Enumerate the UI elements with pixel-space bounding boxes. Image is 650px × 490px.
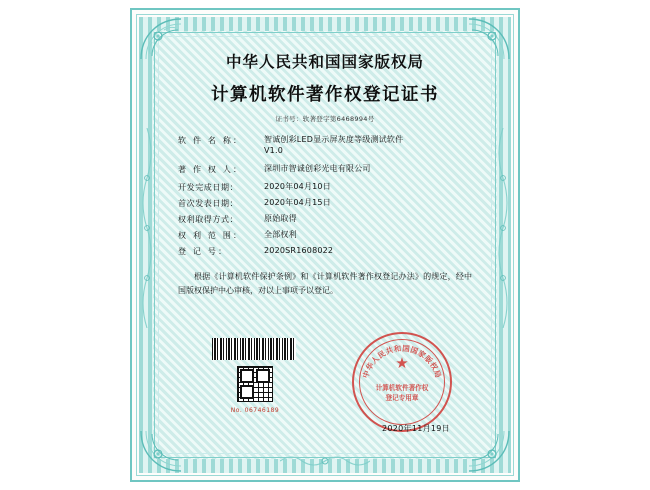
barcode-icon <box>212 338 296 360</box>
field-value: 2020年04月15日 <box>264 197 331 207</box>
field-label: 开发完成日期： <box>178 182 239 192</box>
seal-center-text <box>354 384 450 403</box>
lower-section <box>164 332 486 444</box>
star-icon: ★ <box>395 354 409 372</box>
field-row-development-date <box>178 182 478 193</box>
field-value <box>264 135 403 157</box>
field-list <box>164 135 486 257</box>
field-value: 2020年04月10日 <box>264 181 331 191</box>
seal-arc-label: 中华人民共和国国家版权局 <box>360 343 444 380</box>
issue-date: 2020年11月19日 <box>381 424 450 433</box>
field-row-first-publish-date <box>178 198 478 209</box>
seal-center-line1: 计算机软件著作权 <box>375 384 429 392</box>
field-row-rights-scope <box>178 230 478 241</box>
page-title: 计算机软件著作权登记证书 <box>211 85 439 105</box>
field-value: 2020SR1608022 <box>264 245 334 255</box>
certificate-content <box>164 42 486 448</box>
field-label: 权 利 范 围： <box>178 230 244 240</box>
serial-number: No. 06746189 <box>230 407 280 414</box>
field-value: 原始取得 <box>264 213 297 223</box>
issuer-title: 中华人民共和国国家版权局 <box>225 52 424 71</box>
field-label: 软 件 名 称： <box>178 136 244 145</box>
seal-center-line2: 登记专用章 <box>385 393 419 402</box>
official-seal <box>352 332 452 432</box>
legal-paragraph: 根据《计算机软件保护条例》和《计算机软件著作权登记办法》的规定，经中国版权保护中心审核，对以上事项予以登记。 <box>178 271 472 295</box>
qr-corner <box>240 385 254 399</box>
field-label: 登 记 号： <box>178 246 229 256</box>
field-value-line1: 智诚创彩LED显示屏灰度等级测试软件 <box>264 135 404 144</box>
certificate-document <box>130 8 520 482</box>
field-value-line2: V1.0 <box>264 145 283 155</box>
field-row-registration-number <box>178 246 478 257</box>
field-row-copyright-owner <box>178 164 478 175</box>
field-row-software-name <box>178 135 478 157</box>
seal-arc-text <box>354 334 450 430</box>
certificate-number: 证书号：软著登字第6468994号 <box>275 115 375 123</box>
code-block <box>212 338 298 414</box>
field-label: 首次发表日期： <box>178 198 239 208</box>
field-value: 深圳市智诚创彩光电有限公司 <box>264 163 371 173</box>
field-value: 全部权利 <box>264 229 297 239</box>
qr-code-icon <box>237 366 273 402</box>
field-label: 著 作 权 人： <box>178 164 244 174</box>
field-label: 权利取得方式： <box>178 214 239 224</box>
field-row-rights-acquisition <box>178 214 478 225</box>
